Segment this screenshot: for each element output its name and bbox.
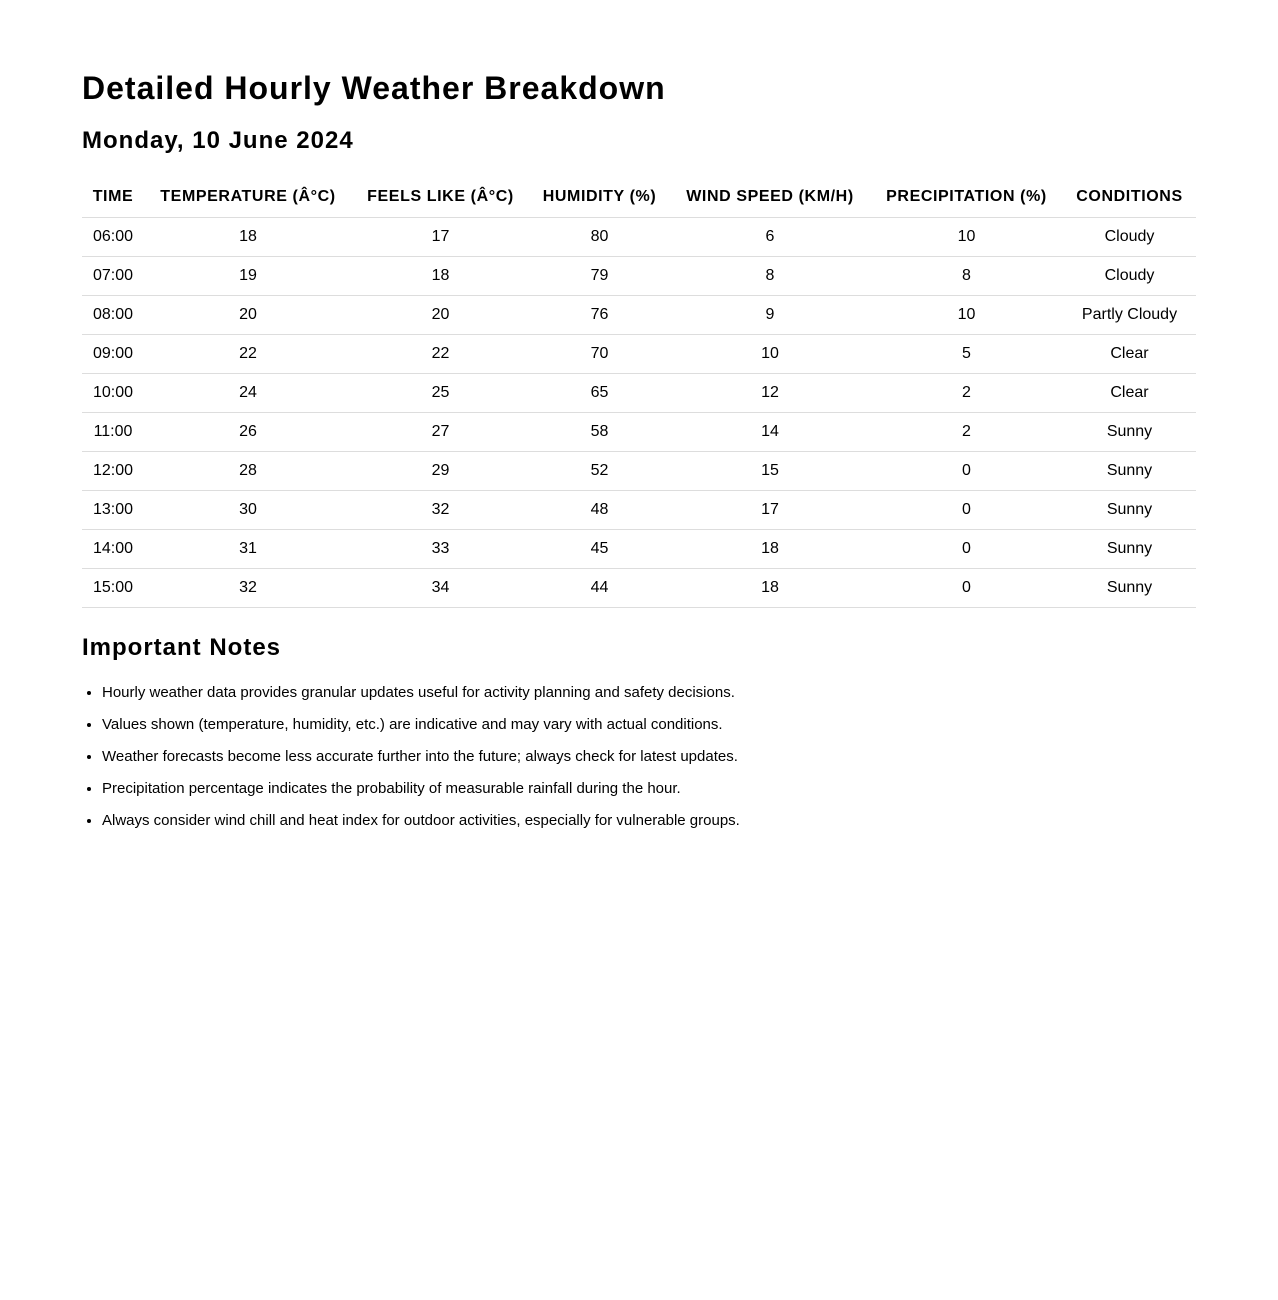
table-row [82, 569, 1196, 608]
cell-feels-like: 33 [352, 530, 529, 569]
column-header-precipitation: PRECIPITATION (%) [870, 176, 1063, 218]
cell-time: 12:00 [82, 452, 144, 491]
cell-conditions: Sunny [1063, 530, 1196, 569]
cell-temperature: 28 [144, 452, 352, 491]
cell-feels-like: 20 [352, 296, 529, 335]
cell-precipitation: 2 [870, 374, 1063, 413]
table-body [82, 218, 1196, 608]
cell-temperature: 19 [144, 257, 352, 296]
cell-temperature: 24 [144, 374, 352, 413]
column-header-time: TIME [82, 176, 144, 218]
table-row [82, 335, 1196, 374]
date-heading: Monday, 10 June 2024 [82, 127, 354, 154]
cell-feels-like: 34 [352, 569, 529, 608]
cell-humidity: 79 [529, 257, 670, 296]
table-row [82, 296, 1196, 335]
cell-feels-like: 17 [352, 218, 529, 257]
notes-list [82, 683, 1196, 831]
cell-time: 15:00 [82, 569, 144, 608]
cell-wind-speed: 15 [670, 452, 870, 491]
cell-precipitation: 5 [870, 335, 1063, 374]
cell-precipitation: 10 [870, 296, 1063, 335]
column-header-conditions: CONDITIONS [1063, 176, 1196, 218]
cell-feels-like: 25 [352, 374, 529, 413]
cell-feels-like: 27 [352, 413, 529, 452]
cell-time: 10:00 [82, 374, 144, 413]
cell-temperature: 26 [144, 413, 352, 452]
cell-conditions: Sunny [1063, 569, 1196, 608]
table-row [82, 413, 1196, 452]
cell-feels-like: 29 [352, 452, 529, 491]
column-header-wind-speed: WIND SPEED (KM/H) [670, 176, 870, 218]
cell-wind-speed: 6 [670, 218, 870, 257]
cell-temperature: 22 [144, 335, 352, 374]
cell-precipitation: 0 [870, 491, 1063, 530]
cell-conditions: Sunny [1063, 413, 1196, 452]
weather-table [82, 176, 1196, 608]
note-item: • Values shown (temperature, humidity, etc.) are indicative and may vary with actual conditions. [102, 715, 1196, 735]
note-item: • Precipitation percentage indicates the probability of measurable rainfall during the hour. [102, 779, 1196, 799]
cell-feels-like: 22 [352, 335, 529, 374]
table-row [82, 374, 1196, 413]
cell-wind-speed: 18 [670, 569, 870, 608]
cell-time: 06:00 [82, 218, 144, 257]
cell-wind-speed: 17 [670, 491, 870, 530]
cell-wind-speed: 8 [670, 257, 870, 296]
page-title: Detailed Hourly Weather Breakdown [82, 70, 666, 106]
cell-conditions: Clear [1063, 335, 1196, 374]
cell-wind-speed: 9 [670, 296, 870, 335]
table-header-row [82, 176, 1196, 218]
table-row [82, 452, 1196, 491]
note-item: • Always consider wind chill and heat index for outdoor activities, especially for vulnerable groups. [102, 811, 1196, 831]
cell-conditions: Clear [1063, 374, 1196, 413]
cell-temperature: 30 [144, 491, 352, 530]
cell-time: 13:00 [82, 491, 144, 530]
cell-precipitation: 2 [870, 413, 1063, 452]
table-row [82, 257, 1196, 296]
cell-temperature: 18 [144, 218, 352, 257]
column-header-temperature: TEMPERATURE (Â°C) [144, 176, 352, 218]
cell-humidity: 45 [529, 530, 670, 569]
column-header-feels-like: FEELS LIKE (Â°C) [352, 176, 529, 218]
cell-humidity: 52 [529, 452, 670, 491]
cell-wind-speed: 12 [670, 374, 870, 413]
notes-heading: Important Notes [82, 634, 282, 661]
cell-time: 14:00 [82, 530, 144, 569]
cell-humidity: 80 [529, 218, 670, 257]
table-row [82, 491, 1196, 530]
cell-feels-like: 18 [352, 257, 529, 296]
cell-precipitation: 8 [870, 257, 1063, 296]
cell-time: 07:00 [82, 257, 144, 296]
cell-wind-speed: 18 [670, 530, 870, 569]
table-row [82, 218, 1196, 257]
table-row [82, 530, 1196, 569]
cell-precipitation: 0 [870, 530, 1063, 569]
cell-humidity: 48 [529, 491, 670, 530]
cell-humidity: 58 [529, 413, 670, 452]
cell-wind-speed: 14 [670, 413, 870, 452]
cell-precipitation: 10 [870, 218, 1063, 257]
cell-conditions: Partly Cloudy [1063, 296, 1196, 335]
cell-conditions: Sunny [1063, 452, 1196, 491]
cell-precipitation: 0 [870, 452, 1063, 491]
cell-conditions: Cloudy [1063, 257, 1196, 296]
cell-temperature: 32 [144, 569, 352, 608]
cell-time: 11:00 [82, 413, 144, 452]
cell-wind-speed: 10 [670, 335, 870, 374]
cell-temperature: 31 [144, 530, 352, 569]
cell-precipitation: 0 [870, 569, 1063, 608]
cell-humidity: 76 [529, 296, 670, 335]
cell-humidity: 44 [529, 569, 670, 608]
cell-humidity: 65 [529, 374, 670, 413]
cell-feels-like: 32 [352, 491, 529, 530]
cell-conditions: Sunny [1063, 491, 1196, 530]
note-item: • Hourly weather data provides granular updates useful for activity planning and safety decisions. [102, 683, 1196, 703]
note-item: • Weather forecasts become less accurate further into the future; always check for latest updates. [102, 747, 1196, 767]
cell-time: 09:00 [82, 335, 144, 374]
cell-conditions: Cloudy [1063, 218, 1196, 257]
cell-temperature: 20 [144, 296, 352, 335]
column-header-humidity: HUMIDITY (%) [529, 176, 670, 218]
cell-time: 08:00 [82, 296, 144, 335]
cell-humidity: 70 [529, 335, 670, 374]
